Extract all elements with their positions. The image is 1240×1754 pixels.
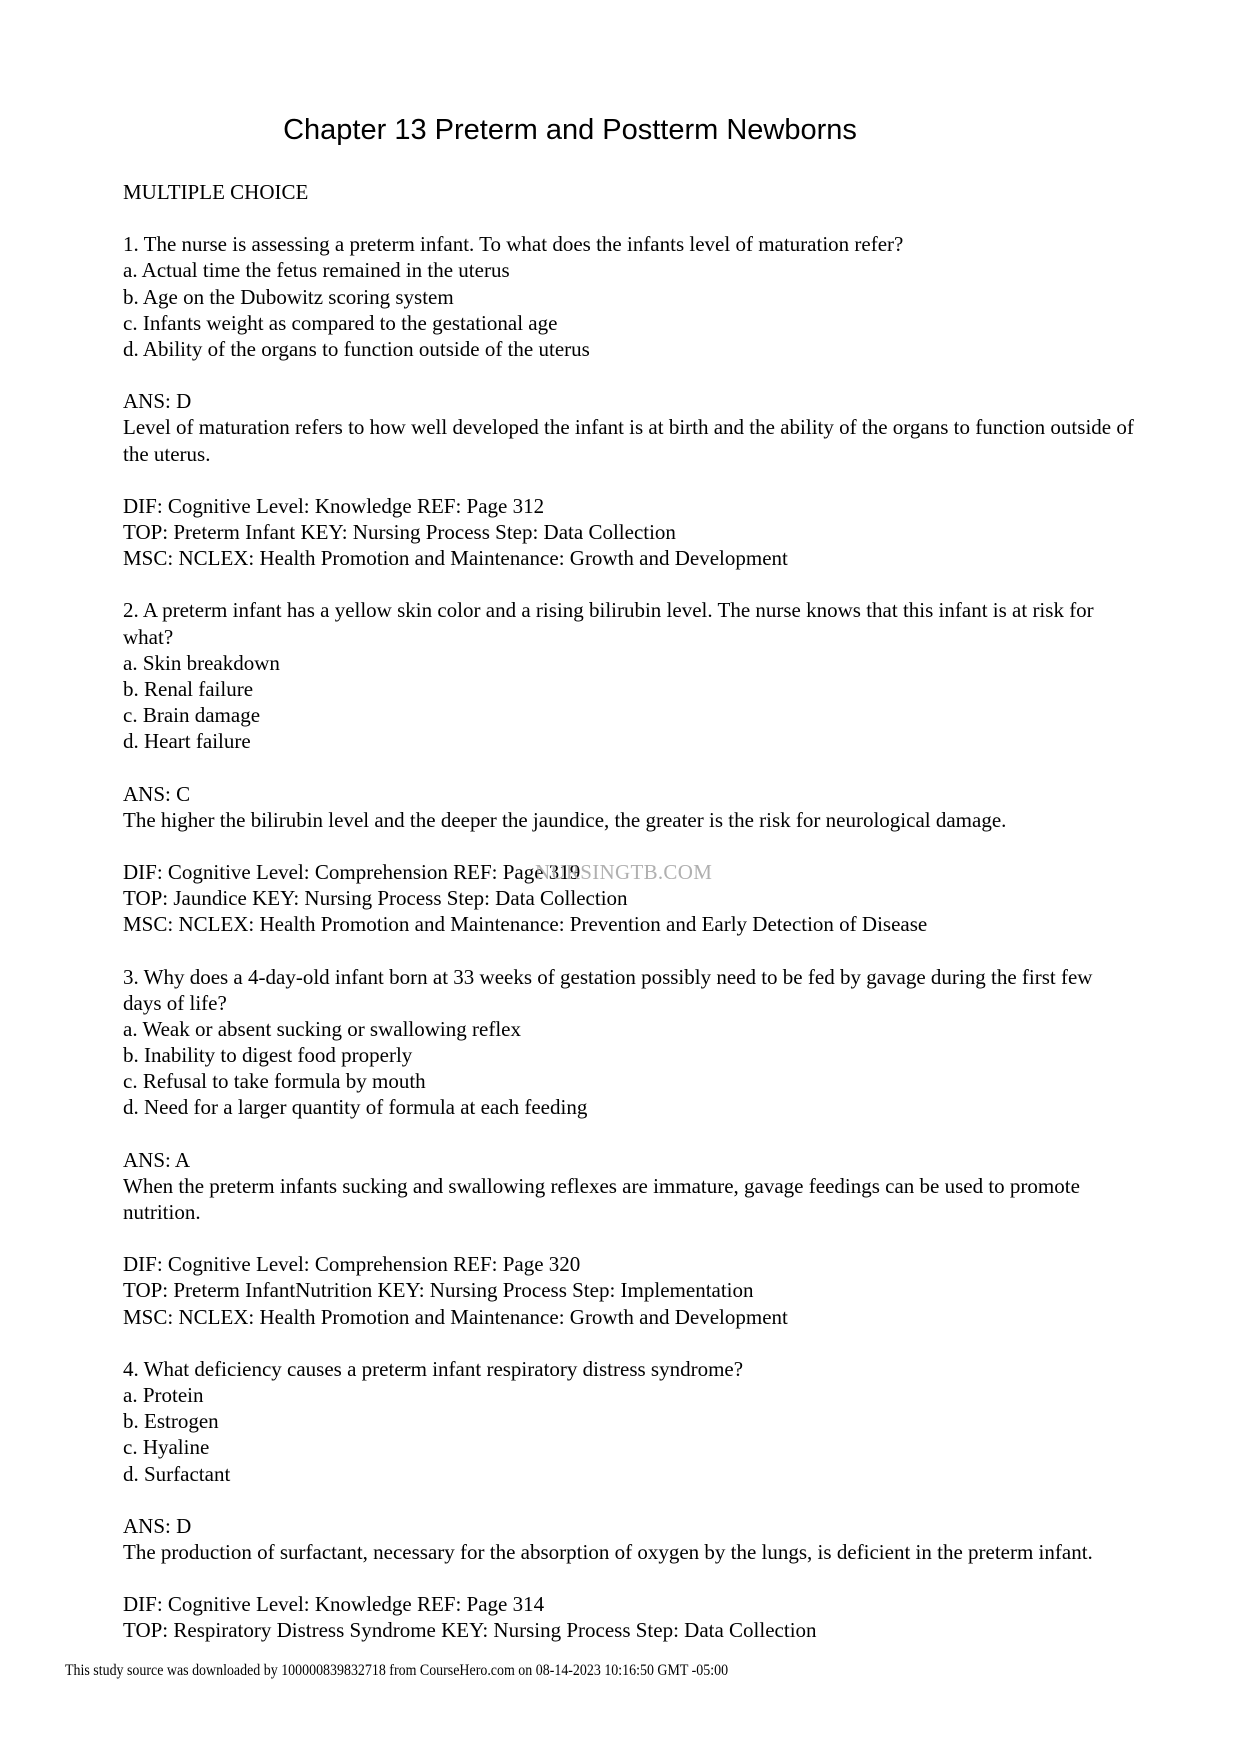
topic: TOP: Respiratory Distress Syndrome KEY: Nursing Process Step: Data Collection: [123, 1618, 817, 1643]
topic: TOP: Preterm InfantNutrition KEY: Nursing Process Step: Implementation: [123, 1278, 754, 1303]
option: c. Refusal to take formula by mouth: [123, 1069, 426, 1094]
option: a. Skin breakdown: [123, 650, 280, 675]
topic: TOP: Preterm Infant KEY: Nursing Process Step: Data Collection: [123, 519, 676, 544]
option: c. Infants weight as compared to the gestational age: [123, 310, 558, 335]
msc: MSC: NCLEX: Health Promotion and Maintenance: Growth and Development: [123, 1304, 788, 1329]
option: b. Age on the Dubowitz scoring system: [123, 284, 454, 309]
option: a. Protein: [123, 1383, 204, 1408]
page-title: Chapter 13 Preterm and Postterm Newborns: [283, 114, 857, 146]
option: c. Brain damage: [123, 703, 261, 728]
rationale: When the preterm infants sucking and swallowing reflexes are immature, gavage feedings can be used to promote nutrition.: [123, 1173, 1080, 1224]
msc: MSC: NCLEX: Health Promotion and Maintenance: Prevention and Early Detection of Disease: [123, 912, 928, 937]
msc: MSC: NCLEX: Health Promotion and Maintenance: Growth and Development: [123, 546, 788, 571]
topic: TOP: Jaundice KEY: Nursing Process Step: Data Collection: [123, 886, 628, 911]
question-stem: 3. Why does a 4-day-old infant born at 33 weeks of gestation possibly need to be fed by gavage during the first few days of life?: [123, 964, 1093, 1015]
option: d. Need for a larger quantity of formula at each feeding: [123, 1095, 588, 1120]
option: d. Heart failure: [123, 729, 251, 754]
question-stem: 1. The nurse is assessing a preterm infant. To what does the infants level of maturation refer?: [123, 232, 904, 257]
rationale: Level of maturation refers to how well developed the infant is at birth and the ability of the organs to function outside of the uterus.: [123, 415, 1134, 466]
option: a. Weak or absent sucking or swallowing reflex: [123, 1016, 521, 1041]
watermark: NURSINGTB.COM: [535, 860, 713, 884]
answer: ANS: A: [123, 1147, 191, 1172]
question-stem: 2. A preterm infant has a yellow skin color and a rising bilirubin level. The nurse knows that this infant is at risk for what?: [123, 598, 1094, 649]
difficulty: DIF: Cognitive Level: Comprehension REF: Page 319: [123, 859, 581, 884]
difficulty: DIF: Cognitive Level: Knowledge REF: Page 314: [123, 1592, 545, 1617]
difficulty: DIF: Cognitive Level: Knowledge REF: Page 312: [123, 493, 545, 518]
option: a. Actual time the fetus remained in the uterus: [123, 258, 510, 283]
option: d. Surfactant: [123, 1461, 231, 1486]
option: d. Ability of the organs to function outside of the uterus: [123, 336, 590, 361]
rationale: The higher the bilirubin level and the deeper the jaundice, the greater is the risk for neurological damage.: [123, 807, 1007, 832]
download-footer: This study source was downloaded by 100000839832718 from CourseHero.com on 08-14-2023 10:16:50 GMT -05:00: [65, 1662, 729, 1679]
answer: ANS: D: [123, 389, 192, 414]
option: b. Inability to digest food properly: [123, 1043, 413, 1068]
section-heading: MULTIPLE CHOICE: [123, 180, 309, 204]
answer: ANS: C: [123, 781, 191, 806]
option: b. Renal failure: [123, 676, 254, 701]
option: c. Hyaline: [123, 1435, 210, 1460]
option: b. Estrogen: [123, 1409, 219, 1434]
question-stem: 4. What deficiency causes a preterm infant respiratory distress syndrome?: [123, 1356, 744, 1381]
rationale: The production of surfactant, necessary for the absorption of oxygen by the lungs, is deficient in the preterm infant.: [123, 1539, 1093, 1564]
difficulty: DIF: Cognitive Level: Comprehension REF: Page 320: [123, 1252, 581, 1277]
document-body: [123, 179, 1135, 1644]
answer: ANS: D: [123, 1513, 192, 1538]
